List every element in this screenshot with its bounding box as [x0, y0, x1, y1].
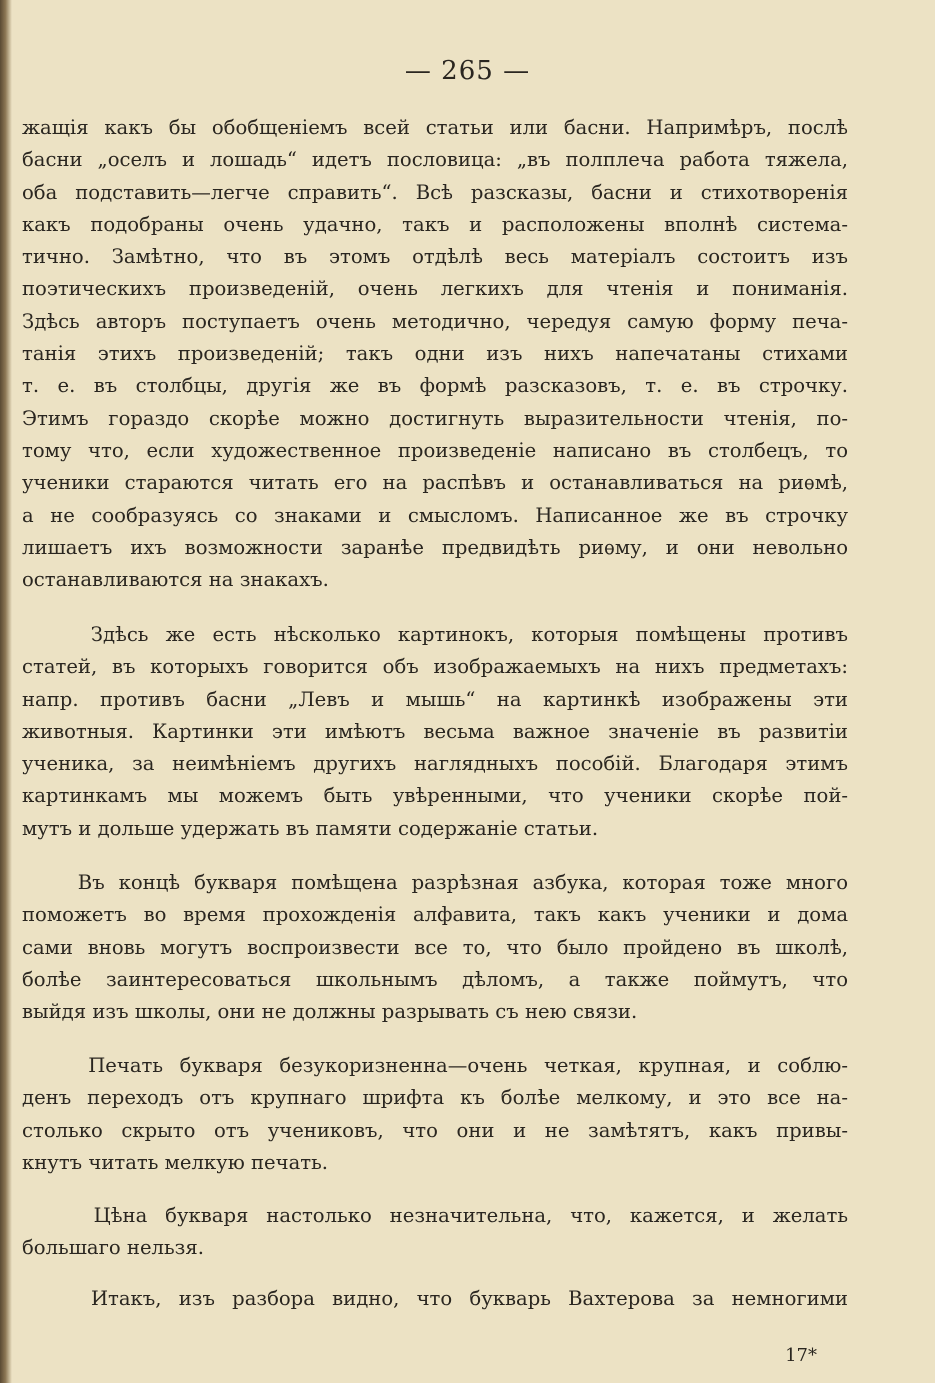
- text-line: большаго нельзя.: [22, 1236, 204, 1260]
- text-line: Здѣсь же есть нѣсколько картинокъ, которыя помѣщены противъ: [22, 623, 848, 646]
- text-line: кнутъ читать мелкую печать.: [22, 1150, 329, 1174]
- paragraph-1: [22, 112, 848, 596]
- text-line: Этимъ гораздо скорѣе можно достигнуть выразительности чтенія, по-: [22, 406, 848, 430]
- text-line: мутъ и дольше удержать въ памяти содержаніе статьи.: [22, 816, 599, 840]
- text-line: поэтическихъ произведеній, очень легкихъ для чтенія и пониманія.: [22, 277, 848, 301]
- signature-mark: 17*: [785, 1345, 817, 1366]
- text-line: болѣе заинтересоваться школьнымъ дѣломъ, а также поймутъ, что: [22, 967, 848, 991]
- paragraph-6: [22, 1283, 848, 1315]
- page-binding-edge: [0, 0, 12, 1383]
- text-line: денъ переходъ отъ крупнаго шрифта къ болѣе мелкому, и это все на-: [22, 1086, 848, 1110]
- text-line: сами вновь могутъ воспроизвести все то, что было пройдено въ школѣ,: [22, 935, 848, 959]
- paragraph-4: [22, 1050, 848, 1179]
- text-line: тому что, если художественное произведеніе написано въ столбецъ, то: [22, 438, 848, 462]
- page-number: — 265 —: [404, 56, 531, 86]
- text-line: столько скрыто отъ учениковъ, что они и не замѣтятъ, какъ привы-: [22, 1118, 848, 1142]
- text-line: какъ подобраны очень удачно, такъ и расположены вполнѣ система-: [22, 212, 848, 236]
- text-line: Печать букваря безукоризненна—очень четкая, крупная, и соблю-: [22, 1054, 848, 1077]
- text-line: а не сообразуясь со знаками и смысломъ. Написанное же въ строчку: [22, 503, 848, 527]
- text-line: ученика, за неимѣніемъ другихъ наглядныхъ пособій. Благодаря этимъ: [22, 752, 848, 776]
- text-line: Итакъ, изъ разбора видно, что букварь Вахтерова за немногими: [22, 1287, 848, 1310]
- text-line: животныя. Картинки эти имѣютъ весьма важное значеніе въ развитіи: [22, 719, 848, 743]
- paragraph-5: [22, 1200, 848, 1265]
- text-line: тично. Замѣтно, что въ этомъ отдѣлѣ весь матеріалъ состоитъ изъ: [22, 245, 848, 269]
- text-line: танія этихъ произведеній; такъ одни изъ нихъ напечатаны стихами: [22, 342, 848, 366]
- text-line: лишаетъ ихъ возможности заранѣе предвидѣть риѳму, и они невольно: [22, 535, 848, 559]
- text-line: басни „оселъ и лошадь“ идетъ пословица: „въ полплеча работа тяжела,: [22, 148, 848, 172]
- text-line: Въ концѣ букваря помѣщена разрѣзная азбука, которая тоже много: [22, 871, 848, 894]
- text-line: оба подставить—легче справить“. Всѣ разсказы, басни и стихотворенія: [22, 180, 848, 204]
- text-line: т. е. въ столбцы, другія же въ формѣ разсказовъ, т. е. въ строчку.: [22, 374, 848, 398]
- paragraph-2: [22, 619, 848, 845]
- text-line: статей, въ которыхъ говорится объ изображаемыхъ на нихъ предметахъ:: [22, 655, 848, 679]
- text-line: поможетъ во время прохожденія алфавита, такъ какъ ученики и дома: [22, 903, 848, 927]
- text-line: Цѣна букваря настолько незначительна, что, кажется, и желать: [22, 1204, 848, 1227]
- text-line: останавливаются на знакахъ.: [22, 568, 329, 592]
- text-line: картинкамъ мы можемъ быть увѣренными, что ученики скорѣе пой-: [22, 784, 848, 808]
- text-line: Здѣсь авторъ поступаетъ очень методично, чередуя самую форму печа-: [22, 309, 848, 333]
- paragraph-3: [22, 867, 848, 1028]
- text-line: жащія какъ бы обобщеніемъ всей статьи или басни. Напримѣръ, послѣ: [22, 116, 848, 139]
- text-line: напр. противъ басни „Левъ и мышь“ на картинкѣ изображены эти: [22, 687, 848, 711]
- text-line: выйдя изъ школы, они не должны разрывать съ нею связи.: [22, 1000, 638, 1024]
- text-line: ученики стараются читать его на распѣвъ и останавливаться на риѳмѣ,: [22, 471, 848, 495]
